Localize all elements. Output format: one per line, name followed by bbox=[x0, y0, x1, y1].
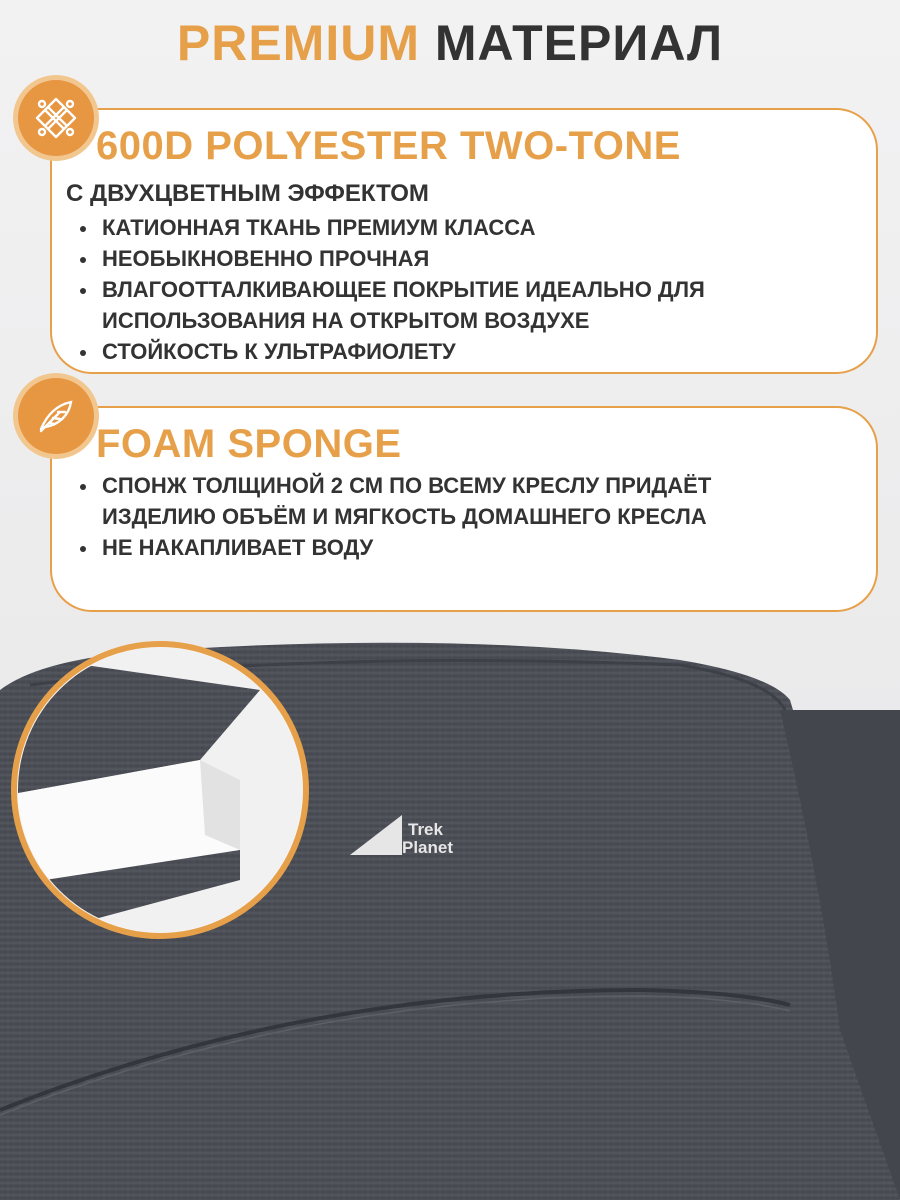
list-item: НЕ НАКАПЛИВАЕТ ВОДУ bbox=[78, 532, 711, 563]
fabric-knot-icon bbox=[18, 80, 94, 156]
card-subtitle: С ДВУХЦВЕТНЫМ ЭФФЕКТОМ bbox=[66, 180, 429, 207]
chair-fabric-photo bbox=[0, 630, 900, 1200]
list-item: СТОЙКОСТЬ К УЛЬТРАФИОЛЕТУ bbox=[78, 336, 705, 367]
card-title: 600D POLYESTER TWO-TONE bbox=[96, 124, 681, 168]
logo-line-1: Trek bbox=[408, 820, 443, 839]
feature-card-foam bbox=[50, 406, 878, 612]
logo-line-2: Planet bbox=[402, 838, 454, 857]
list-item bbox=[78, 470, 711, 532]
list-item: НЕОБЫКНОВЕННО ПРОЧНАЯ bbox=[78, 243, 705, 274]
title-accent: PREMIUM bbox=[176, 15, 420, 71]
title-rest: МАТЕРИАЛ bbox=[434, 15, 724, 71]
feature-card-fabric bbox=[50, 108, 878, 374]
list-item bbox=[78, 274, 705, 336]
list-item-text: СПОНЖ ТОЛЩИНОЙ 2 СМ ПО ВСЕМУ КРЕСЛУ ПРИДАЁТ bbox=[102, 473, 712, 498]
card-title: FOAM SPONGE bbox=[96, 422, 402, 466]
feather-icon bbox=[18, 378, 94, 454]
list-item: КАТИОННАЯ ТКАНЬ ПРЕМИУМ КЛАССА bbox=[78, 212, 705, 243]
list-item-continuation: ИСПОЛЬЗОВАНИЯ НА ОТКРЫТОМ ВОЗДУХЕ bbox=[102, 308, 590, 333]
list-item-continuation: ИЗДЕЛИЮ ОБЪЁМ И МЯГКОСТЬ ДОМАШНЕГО КРЕСЛА bbox=[102, 504, 707, 529]
page-title bbox=[0, 14, 900, 72]
list-item-text: ВЛАГООТТАЛКИВАЮЩЕЕ ПОКРЫТИЕ ИДЕАЛЬНО ДЛЯ bbox=[102, 277, 705, 302]
feature-list bbox=[78, 470, 711, 563]
feature-list bbox=[78, 212, 705, 367]
